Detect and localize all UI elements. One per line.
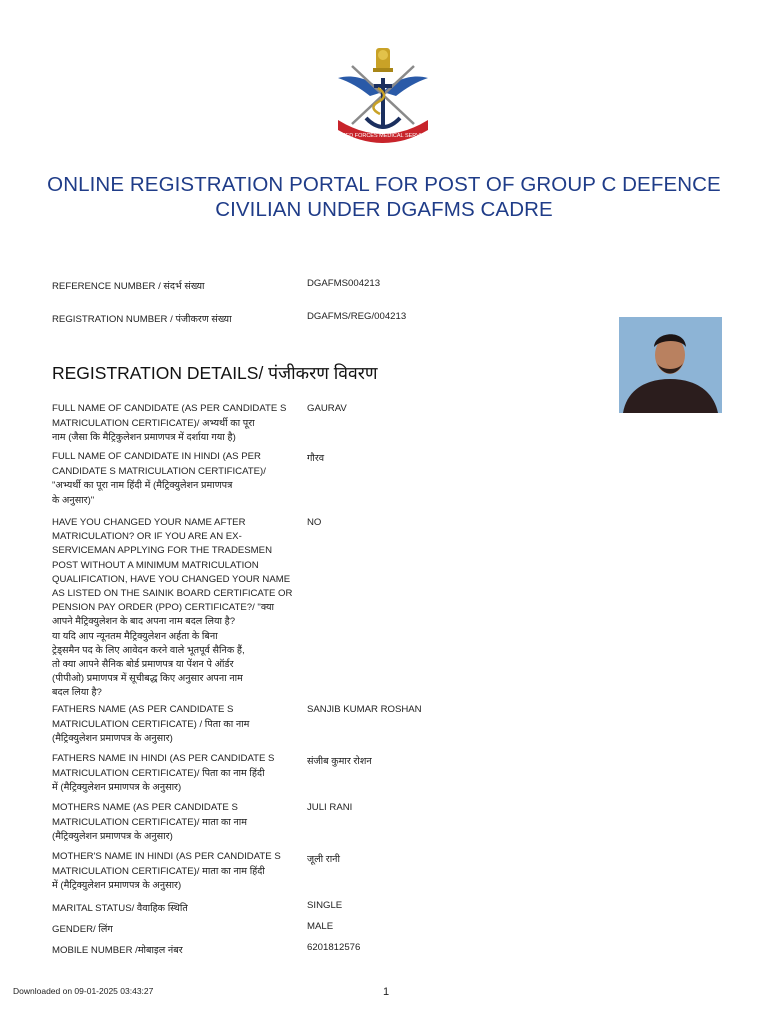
name-change-label-line: तो क्या आपने सैनिक बोर्ड प्रमाणपत्र या पेंशन पे ऑर्डर — [52, 659, 234, 671]
name-change-label-line: HAVE YOU CHANGED YOUR NAME AFTER — [52, 517, 246, 528]
full-name-label-line: नाम (जैसा कि मैट्रिकुलेशन प्रमाणपत्र में दर्शाया गया है) — [52, 432, 236, 443]
fathers-name-hindi-label-line: FATHERS NAME IN HINDI (AS PER CANDIDATE S — [52, 753, 275, 764]
fathers-name-label-line: (मैट्रिक्युलेशन प्रमाणपत्र के अनुसार) — [52, 733, 173, 744]
fathers-name-hindi-label-line: MATRICULATION CERTIFICATE)/ पिता का नाम हिंदी — [52, 767, 265, 779]
name-change-label-line: POST WITHOUT A MINIMUM MATRICULATION — [52, 559, 259, 571]
mothers-name-label-line: (मैट्रिक्युलेशन प्रमाणपत्र के अनुसार) — [52, 831, 173, 842]
name-change-label — [52, 516, 302, 701]
name-change-label-line: QUALIFICATION, HAVE YOU CHANGED YOUR NAME — [52, 573, 291, 585]
full-name-label-line: MATRICULATION CERTIFICATE)/ अभ्यर्थी का पूरा — [52, 417, 255, 429]
name-change-value: NO — [307, 517, 322, 528]
mothers-name-value: JULI RANI — [307, 802, 353, 813]
fathers-name-value: SANJIB KUMAR ROSHAN — [307, 704, 422, 715]
fathers-name-hindi-label-line: में (मैट्रिक्युलेशन प्रमाणपत्र के अनुसार) — [52, 782, 182, 793]
mothers-name-hindi-label-line: में (मैट्रिक्युलेशन प्रमाणपत्र के अनुसार) — [52, 880, 182, 891]
name-change-label-line: ट्रेड्समैन पद के लिए आवेदन करने वाले भूतपूर्व सैनिक हैं, — [52, 644, 245, 656]
mobile-number-label — [52, 944, 302, 959]
afms-logo — [330, 44, 436, 148]
candidate-photo — [619, 317, 722, 413]
marital-status-value: SINGLE — [307, 900, 343, 911]
name-change-label-line: SERVICEMAN APPLYING FOR THE TRADESMEN — [52, 545, 272, 557]
marital-status-label-line: MARITAL STATUS/ वैवाहिक स्थिति — [52, 903, 188, 914]
mothers-name-label-line: MATRICULATION CERTIFICATE)/ माता का नाम — [52, 816, 248, 828]
name-change-label-line: PENSION PAY ORDER (PPO) CERTIFICATE?/ "क्या — [52, 602, 274, 614]
mothers-name-hindi-label-line: MATRICULATION CERTIFICATE)/ माता का नाम हिंदी — [52, 865, 265, 877]
mobile-number-value: 6201812576 — [307, 942, 361, 953]
page-number: 1 — [383, 986, 390, 998]
mothers-name-hindi-label-line: MOTHER'S NAME IN HINDI (AS PER CANDIDATE S — [52, 851, 281, 862]
registration-details-heading: REGISTRATION DETAILS/ पंजीकरण विवरण — [52, 363, 378, 383]
full-name-hindi-value: गौरव — [307, 453, 325, 464]
name-change-label-line: या यदि आप न्यूनतम मैट्रिक्युलेशन अर्हता के बिना — [52, 630, 218, 642]
page-title-line2: CIVILIAN UNDER DGAFMS CADRE — [215, 198, 553, 221]
full-name-hindi-label — [52, 450, 302, 508]
name-change-label-line: बदल लिया है? — [52, 687, 102, 699]
registration-number-value: DGAFMS/REG/004213 — [307, 311, 407, 322]
fathers-name-hindi-value: संजीब कुमार रोशन — [307, 756, 372, 767]
name-change-label-line: आपने मैट्रिक्युलेशन के बाद अपना नाम बदल लिया है? — [52, 616, 236, 628]
name-change-label-line: MATRICULATION? OR IF YOU ARE AN EX- — [52, 531, 242, 543]
reference-number-label: REFERENCE NUMBER / संदर्भ संख्या — [52, 281, 205, 292]
mothers-name-hindi-label — [52, 850, 302, 894]
full-name-hindi-label-line: CANDIDATE S MATRICULATION CERTIFICATE)/ — [52, 465, 266, 477]
fathers-name-label-line: MATRICULATION CERTIFICATE) / पिता का नाम — [52, 718, 250, 730]
gender-label-line: GENDER/ लिंग — [52, 924, 113, 935]
fathers-name-label — [52, 703, 302, 747]
mothers-name-hindi-value: जूली रानी — [307, 854, 340, 865]
full-name-hindi-label-line: के अनुसार)" — [52, 494, 95, 506]
marital-status-label — [52, 902, 302, 917]
full-name-hindi-label-line: FULL NAME OF CANDIDATE IN HINDI (AS PER — [52, 451, 261, 462]
full-name-label-line: FULL NAME OF CANDIDATE (AS PER CANDIDATE S — [52, 403, 287, 414]
full-name-value: GAURAV — [307, 403, 347, 414]
gender-value: MALE — [307, 921, 334, 932]
gender-label — [52, 923, 302, 938]
download-timestamp: Downloaded on 09-01-2025 03:43:27 — [13, 986, 154, 996]
page-title — [0, 172, 768, 222]
full-name-label — [52, 402, 302, 446]
full-name-hindi-label-line: "अभ्यर्थी का पूरा नाम हिंदी में (मैट्रिक्युलेशन प्रमाणपत्र — [52, 480, 233, 491]
name-change-label-line: AS LISTED ON THE SAINIK BOARD CERTIFICATE OR — [52, 588, 293, 600]
mobile-number-label-line: MOBILE NUMBER /मोबाइल नंबर — [52, 945, 183, 956]
page-title-line1: ONLINE REGISTRATION PORTAL FOR POST OF GROUP C DEFENCE — [47, 173, 721, 196]
mothers-name-label — [52, 801, 302, 845]
registration-number-label: REGISTRATION NUMBER / पंजीकरण संख्या — [52, 314, 232, 325]
logo-ribbon-text: ARMED FORCES MEDICAL SERVICES — [333, 133, 433, 139]
fathers-name-label-line: FATHERS NAME (AS PER CANDIDATE S — [52, 704, 234, 715]
mothers-name-label-line: MOTHERS NAME (AS PER CANDIDATE S — [52, 802, 238, 813]
reference-number-value: DGAFMS004213 — [307, 278, 381, 289]
name-change-label-line: (पीपीओ) प्रमाणपत्र में सूचीबद्ध किए अनुसार अपना नाम — [52, 673, 243, 685]
fathers-name-hindi-label — [52, 752, 302, 796]
